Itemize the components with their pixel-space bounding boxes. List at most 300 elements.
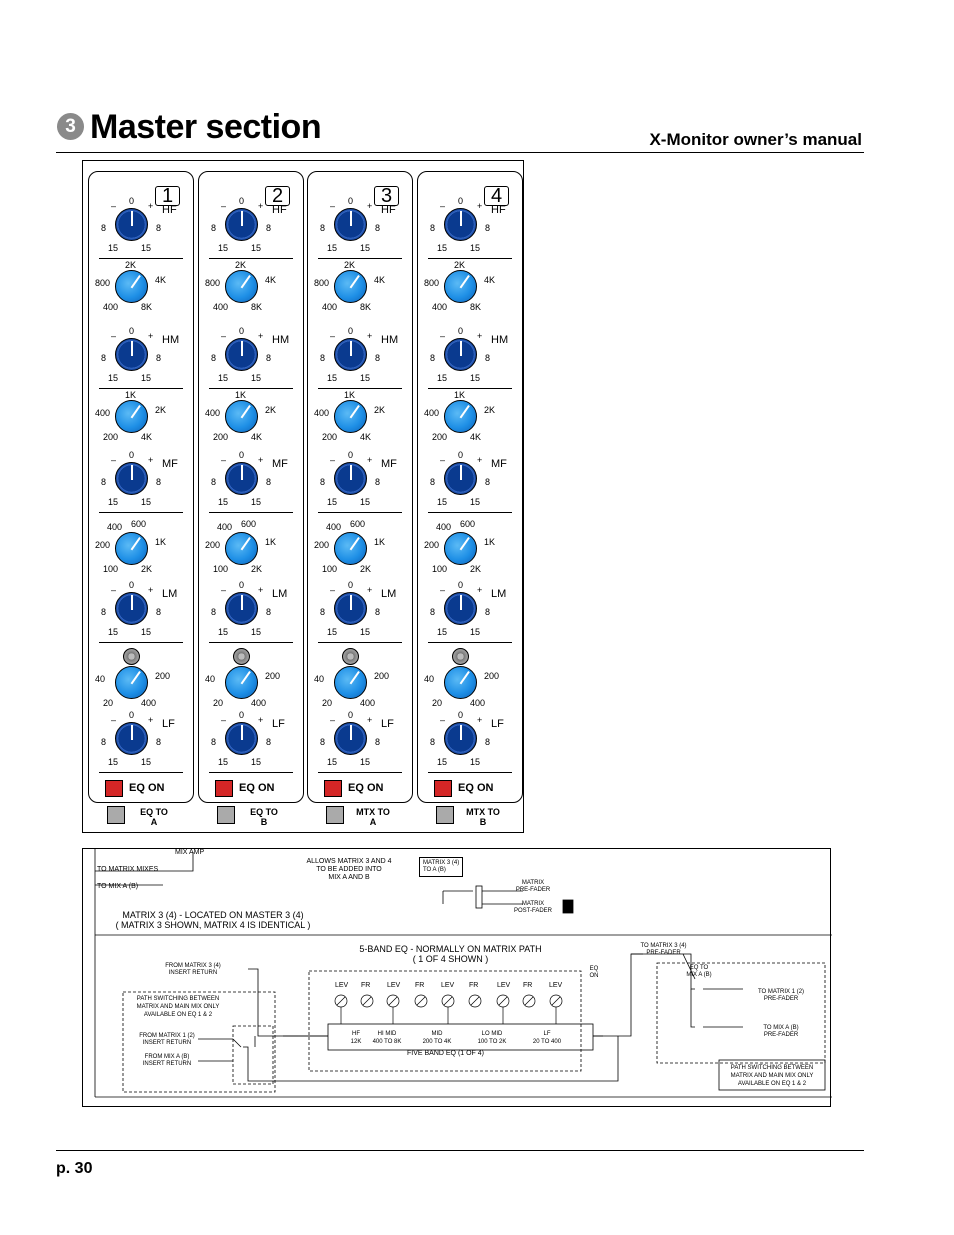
gain-right-label: 8 — [266, 737, 272, 747]
freq-bottom-right-label: 2K — [141, 564, 153, 574]
freq-bottom-left-label: 200 — [432, 432, 448, 442]
gain-right-label: 8 — [375, 737, 381, 747]
freq-knob[interactable] — [115, 532, 148, 565]
band-label-lf: LF — [491, 718, 504, 730]
freq-top-right-label: 600 — [460, 519, 476, 529]
freq-bottom-left-label: 200 — [213, 432, 229, 442]
routing-switch-1[interactable] — [107, 806, 125, 824]
gain-right-label: 8 — [266, 607, 272, 617]
gain-zero-label: 0 — [348, 196, 354, 206]
gain-plus-label: + — [148, 201, 154, 211]
gain-left-label: 8 — [430, 607, 436, 617]
freq-left-label: 40 — [424, 674, 435, 684]
gain-knob[interactable] — [444, 338, 477, 371]
gain-zero-label: 0 — [239, 196, 245, 206]
eq-control-label: FR — [523, 982, 533, 989]
eq-control-label: LEV — [441, 982, 455, 989]
band-label-lf: LF — [272, 718, 285, 730]
freq-right-label: 4K — [374, 275, 386, 285]
from-mix-insert-label: FROM MIX A (B) INSERT RETURN — [142, 1054, 192, 1067]
knob-pointer — [131, 211, 133, 226]
freq-top-left-label: 400 — [436, 522, 452, 532]
gain-plus-label: + — [367, 715, 373, 725]
gain-bottom-right-label: 15 — [470, 373, 481, 383]
freq-top-left-label: 400 — [217, 522, 233, 532]
freq-knob[interactable] — [225, 532, 258, 565]
freq-bottom-left-label: 100 — [213, 564, 229, 574]
gain-right-label: 8 — [375, 477, 381, 487]
freq-knob[interactable] — [334, 400, 367, 433]
freq-bottom-right-label: 400 — [251, 698, 267, 708]
freq-right-label: 1K — [265, 537, 277, 547]
gain-minus-label: – — [330, 585, 336, 595]
divider — [318, 772, 402, 773]
knob-pointer — [350, 537, 360, 550]
eq-control-label: FR — [361, 982, 371, 989]
eq-band-range: 12K — [350, 1039, 362, 1045]
knob-pointer — [131, 341, 133, 356]
eq-to-mix-label: EQ TO MIX A (B) — [686, 965, 712, 978]
mix-amp-label: MIX AMP — [175, 849, 205, 856]
gain-bottom-left-label: 15 — [327, 627, 338, 637]
band-label-hm: HM — [381, 334, 399, 346]
knob-pointer — [460, 405, 470, 418]
gain-knob[interactable] — [225, 592, 258, 625]
freq-bottom-left-label: 200 — [103, 432, 119, 442]
divider — [99, 512, 183, 513]
gain-left-label: 8 — [101, 353, 107, 363]
gain-plus-label: + — [477, 201, 483, 211]
gain-minus-label: – — [221, 201, 227, 211]
freq-right-label: 2K — [265, 405, 277, 415]
knob-pointer — [241, 341, 243, 356]
band-label-lf: LF — [381, 718, 394, 730]
gain-plus-label: + — [148, 331, 154, 341]
divider — [428, 258, 512, 259]
gain-knob[interactable] — [444, 208, 477, 241]
gain-zero-label: 0 — [129, 710, 135, 720]
freq-bottom-right-label: 400 — [141, 698, 157, 708]
gain-left-label: 8 — [430, 737, 436, 747]
gain-zero-label: 0 — [239, 710, 245, 720]
gain-right-label: 8 — [485, 737, 491, 747]
freq-knob[interactable] — [115, 270, 148, 303]
gain-minus-label: – — [440, 585, 446, 595]
gain-knob[interactable] — [444, 722, 477, 755]
switch-label-line2: A — [369, 817, 377, 827]
switch-label-line2: B — [479, 817, 487, 827]
gain-bottom-left-label: 15 — [327, 243, 338, 253]
gain-bottom-left-label: 15 — [327, 373, 338, 383]
gain-left-label: 8 — [101, 737, 107, 747]
gain-right-label: 8 — [375, 607, 381, 617]
gain-plus-label: + — [148, 455, 154, 465]
freq-top-label: 1K — [454, 390, 466, 400]
freq-right-label: 2K — [155, 405, 167, 415]
gain-bottom-left-label: 15 — [218, 757, 229, 767]
freq-right-label: 200 — [374, 671, 390, 681]
freq-bottom-left-label: 400 — [103, 302, 119, 312]
gain-knob[interactable] — [115, 462, 148, 495]
gain-zero-label: 0 — [129, 326, 135, 336]
gain-bottom-left-label: 15 — [218, 497, 229, 507]
freq-knob[interactable] — [115, 400, 148, 433]
gain-knob[interactable] — [115, 338, 148, 371]
eq-band-range: 20 TO 400 — [532, 1039, 562, 1045]
divider — [209, 642, 293, 643]
eq-on-led[interactable] — [434, 780, 452, 797]
knob-pointer — [241, 275, 251, 288]
from-matrix-insert-label: FROM MATRIX 3 (4) INSERT RETURN — [165, 963, 221, 976]
path-switching-left-note: PATH SWITCHING BETWEEN MATRIX AND MAIN MIX ONLY AVAILABLE ON EQ 1 & 2 — [136, 996, 220, 1018]
freq-knob[interactable] — [444, 666, 477, 699]
eq-control-label: FR — [415, 982, 425, 989]
eq-on-led[interactable] — [324, 780, 342, 797]
gain-right-label: 8 — [266, 223, 272, 233]
gain-zero-label: 0 — [348, 710, 354, 720]
band-label-lm: LM — [272, 588, 288, 600]
gain-zero-label: 0 — [458, 326, 464, 336]
freq-knob[interactable] — [444, 532, 477, 565]
switch-label-line1: MTX TO — [466, 807, 500, 817]
freq-bottom-right-label: 2K — [360, 564, 372, 574]
gain-knob[interactable] — [334, 462, 367, 495]
gain-bottom-right-label: 15 — [470, 497, 481, 507]
gain-bottom-left-label: 15 — [437, 627, 448, 637]
gain-left-label: 8 — [101, 477, 107, 487]
gain-bottom-right-label: 15 — [470, 757, 481, 767]
gain-plus-label: + — [477, 455, 483, 465]
freq-left-label: 800 — [205, 278, 221, 288]
knob-pointer — [131, 725, 133, 740]
knob-pointer — [241, 725, 243, 740]
knob-pointer — [131, 405, 141, 418]
freq-knob[interactable] — [334, 270, 367, 303]
divider — [209, 512, 293, 513]
switch-label-line1: EQ TO — [140, 807, 168, 817]
freq-bottom-right-label: 400 — [360, 698, 376, 708]
gain-bottom-right-label: 15 — [360, 243, 371, 253]
knob-pointer — [460, 211, 462, 226]
freq-bottom-left-label: 100 — [103, 564, 119, 574]
gain-zero-label: 0 — [129, 450, 135, 460]
routing-switch-2[interactable] — [217, 806, 235, 824]
eq-band-name: MID — [431, 1031, 443, 1037]
routing-switch-label-2 — [241, 807, 287, 827]
gain-plus-label: + — [148, 715, 154, 725]
freq-knob[interactable] — [225, 270, 258, 303]
band-label-lm: LM — [491, 588, 507, 600]
knob-pointer — [460, 537, 470, 550]
knob-pointer — [350, 211, 352, 226]
knob-pointer — [241, 671, 251, 684]
gain-knob[interactable] — [225, 462, 258, 495]
routing-switch-3[interactable] — [326, 806, 344, 824]
freq-bottom-left-label: 20 — [432, 698, 443, 708]
gain-bottom-left-label: 15 — [218, 373, 229, 383]
freq-top-label: 2K — [235, 260, 247, 270]
gain-right-label: 8 — [485, 607, 491, 617]
to-mix-a-b-label: TO MIX A (B) — [97, 883, 139, 890]
freq-top-label: 1K — [235, 390, 247, 400]
freq-bottom-right-label: 4K — [470, 432, 482, 442]
gain-bottom-right-label: 15 — [251, 627, 262, 637]
band-label-lf: LF — [162, 718, 175, 730]
to-matrix1-pre-fader-label: TO MATRIX 1 (2) PRE-FADER — [757, 989, 805, 1002]
knob-pointer — [350, 671, 360, 684]
manual-title: X-Monitor owner’s manual — [649, 130, 862, 149]
freq-left-label: 40 — [205, 674, 216, 684]
band-label-lm: LM — [162, 588, 178, 600]
lm-trim-knob — [233, 648, 250, 665]
gain-knob[interactable] — [334, 208, 367, 241]
strip-number: 1 — [155, 186, 180, 206]
freq-top-label: 2K — [454, 260, 466, 270]
eq-block-diagram — [82, 848, 831, 1107]
allows-note: ALLOWS MATRIX 3 AND 4 TO BE ADDED INTO MIX A AND B — [306, 858, 392, 881]
gain-left-label: 8 — [211, 223, 217, 233]
gain-zero-label: 0 — [239, 326, 245, 336]
gain-knob[interactable] — [334, 338, 367, 371]
eq-on-label: EQ ON — [589, 966, 599, 979]
divider — [209, 258, 293, 259]
gain-left-label: 8 — [211, 353, 217, 363]
freq-knob[interactable] — [444, 270, 477, 303]
knob-pointer — [460, 595, 462, 610]
gain-bottom-right-label: 15 — [470, 243, 481, 253]
divider — [99, 642, 183, 643]
freq-left-label: 200 — [205, 540, 221, 550]
freq-knob[interactable] — [334, 666, 367, 699]
gain-left-label: 8 — [320, 737, 326, 747]
eq-band-name: HI MID — [377, 1031, 397, 1037]
header-rule — [56, 152, 864, 153]
band-label-mf: MF — [491, 458, 507, 470]
freq-knob[interactable] — [225, 400, 258, 433]
band-label-mf: MF — [162, 458, 178, 470]
gain-zero-label: 0 — [458, 196, 464, 206]
page-number: p. 30 — [56, 1160, 93, 1177]
gain-right-label: 8 — [485, 223, 491, 233]
gain-bottom-right-label: 15 — [470, 627, 481, 637]
eq-strip-1 — [88, 171, 194, 803]
freq-bottom-left-label: 20 — [103, 698, 114, 708]
knob-pointer — [350, 341, 352, 356]
gain-bottom-left-label: 15 — [437, 243, 448, 253]
located-note: MATRIX 3 (4) - LOCATED ON MASTER 3 (4) ( MATRIX 3 SHOWN, MATRIX 4 IS IDENTICAL ) — [115, 910, 311, 930]
routing-switch-label-3 — [350, 807, 396, 827]
gain-minus-label: – — [330, 201, 336, 211]
gain-right-label: 8 — [375, 223, 381, 233]
gain-knob[interactable] — [334, 722, 367, 755]
knob-pointer — [460, 671, 470, 684]
freq-bottom-left-label: 200 — [322, 432, 338, 442]
freq-right-label: 1K — [374, 537, 386, 547]
freq-bottom-right-label: 2K — [251, 564, 263, 574]
freq-bottom-right-label: 8K — [251, 302, 263, 312]
freq-left-label: 800 — [424, 278, 440, 288]
freq-left-label: 200 — [424, 540, 440, 550]
gain-knob[interactable] — [115, 722, 148, 755]
eq-on-led[interactable] — [215, 780, 233, 797]
eq-strip-3 — [307, 171, 413, 803]
gain-knob[interactable] — [225, 208, 258, 241]
gain-minus-label: – — [440, 331, 446, 341]
freq-knob[interactable] — [225, 666, 258, 699]
gain-knob[interactable] — [115, 592, 148, 625]
knob-pointer — [460, 725, 462, 740]
knob-pointer — [131, 275, 141, 288]
freq-right-label: 4K — [484, 275, 496, 285]
freq-top-label: 1K — [344, 390, 356, 400]
gain-knob[interactable] — [225, 338, 258, 371]
gain-right-label: 8 — [156, 477, 162, 487]
eq-note: 5-BAND EQ - NORMALLY ON MATRIX PATH ( 1 OF 4 SHOWN ) — [359, 944, 542, 964]
freq-top-right-label: 600 — [131, 519, 147, 529]
freq-left-label: 400 — [95, 408, 111, 418]
eq-on-label: EQ ON — [239, 782, 275, 794]
freq-top-label: 1K — [125, 390, 137, 400]
gain-right-label: 8 — [485, 353, 491, 363]
eq-band-range: 400 TO 8K — [372, 1039, 402, 1045]
gain-bottom-right-label: 15 — [251, 757, 262, 767]
gain-zero-label: 0 — [348, 326, 354, 336]
gain-bottom-left-label: 15 — [108, 497, 119, 507]
gain-knob[interactable] — [225, 722, 258, 755]
gain-zero-label: 0 — [348, 450, 354, 460]
gain-minus-label: – — [440, 201, 446, 211]
eq-on-led[interactable] — [105, 780, 123, 797]
gain-minus-label: – — [440, 715, 446, 725]
gain-plus-label: + — [367, 201, 373, 211]
gain-right-label: 8 — [156, 607, 162, 617]
freq-bottom-right-label: 2K — [470, 564, 482, 574]
gain-left-label: 8 — [320, 607, 326, 617]
gain-right-label: 8 — [156, 737, 162, 747]
freq-right-label: 1K — [484, 537, 496, 547]
routing-switch-4[interactable] — [436, 806, 454, 824]
divider — [99, 388, 183, 389]
freq-right-label: 200 — [265, 671, 281, 681]
freq-right-label: 4K — [265, 275, 277, 285]
gain-bottom-left-label: 15 — [108, 373, 119, 383]
freq-knob[interactable] — [334, 532, 367, 565]
eq-control-label: LEV — [335, 982, 349, 989]
switch-label-line2: A — [150, 817, 158, 827]
band-label-lm: LM — [381, 588, 397, 600]
strip-number: 4 — [484, 186, 509, 206]
switch-label-line2: B — [260, 817, 268, 827]
gain-bottom-right-label: 15 — [141, 243, 152, 253]
gain-knob[interactable] — [444, 462, 477, 495]
gain-minus-label: – — [221, 331, 227, 341]
gain-minus-label: – — [330, 455, 336, 465]
freq-left-label: 800 — [314, 278, 330, 288]
eq-on-label: EQ ON — [458, 782, 494, 794]
freq-left-label: 400 — [424, 408, 440, 418]
divider — [99, 258, 183, 259]
gain-plus-label: + — [477, 715, 483, 725]
freq-left-label: 40 — [314, 674, 325, 684]
freq-bottom-left-label: 400 — [213, 302, 229, 312]
gain-minus-label: – — [111, 331, 117, 341]
gain-plus-label: + — [477, 331, 483, 341]
knob-pointer — [350, 405, 360, 418]
freq-bottom-left-label: 100 — [432, 564, 448, 574]
eq-on-label: EQ ON — [129, 782, 165, 794]
strip-number: 3 — [374, 186, 399, 206]
gain-knob[interactable] — [115, 208, 148, 241]
freq-right-label: 200 — [155, 671, 171, 681]
divider — [99, 772, 183, 773]
gain-right-label: 8 — [485, 477, 491, 487]
freq-bottom-left-label: 400 — [322, 302, 338, 312]
freq-left-label: 800 — [95, 278, 111, 288]
lm-trim-knob — [452, 648, 469, 665]
freq-bottom-left-label: 100 — [322, 564, 338, 574]
eq-strip-4 — [417, 171, 523, 803]
matrix-post-fader-label: MATRIX POST-FADER — [513, 901, 552, 914]
eq-band-name: LO MID — [481, 1031, 503, 1037]
eq-control-label: FR — [469, 982, 479, 989]
gain-minus-label: – — [221, 585, 227, 595]
eq-band-name: LF — [543, 1031, 551, 1037]
freq-top-left-label: 400 — [107, 522, 123, 532]
to-matrix-mixes-label: TO MATRIX MIXES — [97, 866, 159, 873]
matrix-pre-fader-label: MATRIX PRE-FADER — [515, 880, 551, 893]
gain-knob[interactable] — [334, 592, 367, 625]
freq-bottom-right-label: 4K — [251, 432, 263, 442]
gain-plus-label: + — [367, 585, 373, 595]
gain-plus-label: + — [477, 585, 483, 595]
eq-control-symbols — [335, 995, 562, 1024]
gain-zero-label: 0 — [129, 196, 135, 206]
gain-bottom-right-label: 15 — [141, 497, 152, 507]
lm-trim-knob — [123, 648, 140, 665]
eq-strip-2 — [198, 171, 304, 803]
gain-plus-label: + — [258, 585, 264, 595]
divider — [209, 772, 293, 773]
freq-right-label: 200 — [484, 671, 500, 681]
band-label-mf: MF — [272, 458, 288, 470]
freq-bottom-right-label: 4K — [360, 432, 372, 442]
knob-pointer — [460, 341, 462, 356]
eq-band-3 — [468, 1030, 516, 1046]
freq-left-label: 200 — [95, 540, 111, 550]
five-band-eq-label: FIVE BAND EQ (1 OF 4) — [406, 1050, 484, 1057]
freq-knob[interactable] — [115, 666, 148, 699]
freq-left-label: 400 — [314, 408, 330, 418]
gain-minus-label: – — [111, 455, 117, 465]
gain-bottom-right-label: 15 — [360, 757, 371, 767]
knob-pointer — [350, 465, 352, 480]
gain-plus-label: + — [258, 715, 264, 725]
gain-minus-label: – — [111, 715, 117, 725]
divider — [318, 388, 402, 389]
gain-plus-label: + — [258, 455, 264, 465]
divider — [318, 642, 402, 643]
gain-left-label: 8 — [101, 607, 107, 617]
gain-bottom-left-label: 15 — [218, 627, 229, 637]
knob-pointer — [350, 595, 352, 610]
gain-minus-label: – — [330, 715, 336, 725]
knob-pointer — [131, 465, 133, 480]
gain-left-label: 8 — [430, 353, 436, 363]
gain-knob[interactable] — [444, 592, 477, 625]
freq-bottom-left-label: 20 — [213, 698, 224, 708]
freq-knob[interactable] — [444, 400, 477, 433]
freq-top-right-label: 600 — [241, 519, 257, 529]
